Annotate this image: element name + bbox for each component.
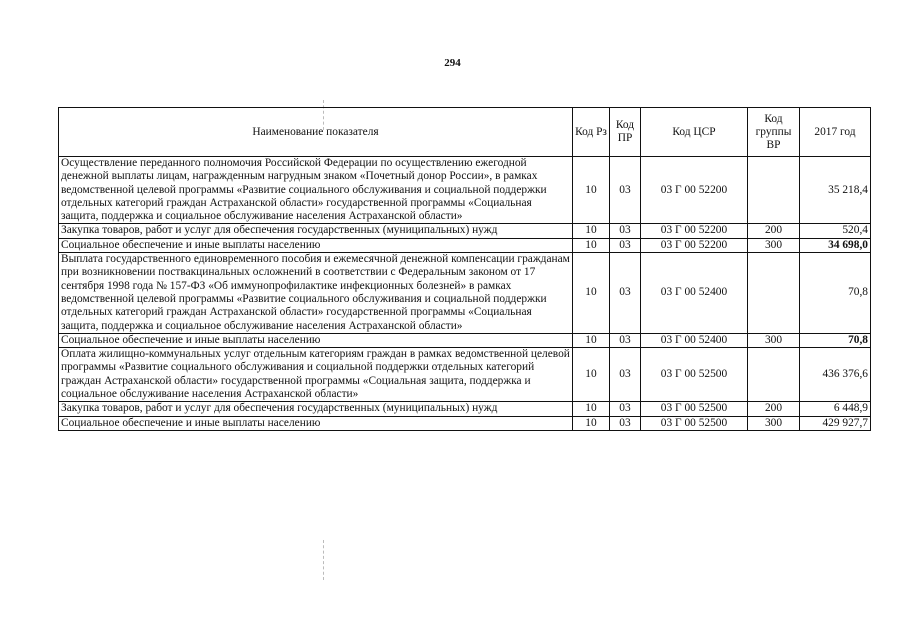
header-pr: Код ПР (610, 108, 641, 157)
table-row (59, 348, 871, 402)
row-rz: 10 (573, 333, 610, 347)
row-vr: 200 (748, 402, 800, 416)
row-pr: 03 (610, 238, 641, 252)
header-rz: Код Рз (573, 108, 610, 157)
row-pr: 03 (610, 224, 641, 238)
row-pr: 03 (610, 157, 641, 224)
row-csr: 03 Г 00 52400 (641, 253, 748, 334)
row-amount: 429 927,7 (800, 416, 871, 430)
row-amount: 70,8 (800, 333, 871, 347)
row-rz: 10 (573, 402, 610, 416)
budget-table (58, 107, 871, 431)
row-csr: 03 Г 00 52200 (641, 224, 748, 238)
row-rz: 10 (573, 348, 610, 402)
table-row (59, 416, 871, 430)
row-rz: 10 (573, 224, 610, 238)
row-name: Социальное обеспечение и иные выплаты населению (59, 238, 573, 252)
row-vr (748, 348, 800, 402)
row-rz: 10 (573, 253, 610, 334)
row-vr: 200 (748, 224, 800, 238)
row-vr: 300 (748, 238, 800, 252)
row-amount: 70,8 (800, 253, 871, 334)
row-csr: 03 Г 00 52400 (641, 333, 748, 347)
header-csr: Код ЦСР (641, 108, 748, 157)
row-name: Закупка товаров, работ и услуг для обеспечения государственных (муниципальных) нужд (59, 224, 573, 238)
table-row (59, 402, 871, 416)
table-row (59, 238, 871, 252)
row-rz: 10 (573, 416, 610, 430)
table-row (59, 333, 871, 347)
row-name: Социальное обеспечение и иные выплаты населению (59, 333, 573, 347)
row-rz: 10 (573, 238, 610, 252)
row-vr: 300 (748, 416, 800, 430)
page-number: 294 (444, 57, 461, 69)
row-amount: 520,4 (800, 224, 871, 238)
row-rz: 10 (573, 157, 610, 224)
row-pr: 03 (610, 348, 641, 402)
row-amount: 34 698,0 (800, 238, 871, 252)
row-vr (748, 157, 800, 224)
row-pr: 03 (610, 416, 641, 430)
table-row (59, 157, 871, 224)
row-pr: 03 (610, 253, 641, 334)
row-amount: 6 448,9 (800, 402, 871, 416)
table-row (59, 253, 871, 334)
row-amount: 436 376,6 (800, 348, 871, 402)
header-year: 2017 год (800, 108, 871, 157)
row-name: Закупка товаров, работ и услуг для обеспечения государственных (муниципальных) нужд (59, 402, 573, 416)
table-row (59, 224, 871, 238)
row-csr: 03 Г 00 52500 (641, 402, 748, 416)
row-name: Социальное обеспечение и иные выплаты населению (59, 416, 573, 430)
row-vr: 300 (748, 333, 800, 347)
row-vr (748, 253, 800, 334)
row-csr: 03 Г 00 52500 (641, 348, 748, 402)
scan-fold-line-lower (323, 540, 324, 580)
row-name: Оплата жилищно-коммунальных услуг отдельным категориям граждан в рамках ведомственной целевой программы «Развитие социального обслуживания и социальной поддержки отдельных категорий граждан Астраханской области» государственной программы «Социальная защита, поддержка и социальное обслуживание населения Астраханской области» (59, 348, 573, 402)
row-name: Осуществление переданного полномочия Российской Федерации по осуществлению ежегодной денежной выплаты лицам, награжденным нагрудным знаком «Почетный донор России», в рамках ведомственной целевой программы «Развитие социального обслуживания и социальной поддержки отдельных категорий граждан Астраханской области» государственной программы «Социальная защита, поддержка и социальное обслуживание населения Астраханской области» (59, 157, 573, 224)
row-amount: 35 218,4 (800, 157, 871, 224)
header-name: Наименование показателя (59, 108, 573, 157)
row-name: Выплата государственного единовременного пособия и ежемесячной денежной компенсации гражданам при возникновении поствакцинальных осложнений в соответствии с Федеральным законом от 17 сентября 1998 года № 157-ФЗ «Об иммунопрофилактике инфекционных болезней» в рамках ведомственной целевой программы «Развитие социального обслуживания и социальной поддержки отдельных категорий граждан Астраханской области» государственной программы «Социальная защита, поддержка и социальное обслуживание населения Астраханской области» (59, 253, 573, 334)
row-pr: 03 (610, 333, 641, 347)
row-csr: 03 Г 00 52200 (641, 157, 748, 224)
row-pr: 03 (610, 402, 641, 416)
row-csr: 03 Г 00 52500 (641, 416, 748, 430)
table-header-row (59, 108, 871, 157)
header-vr: Код группы ВР (748, 108, 800, 157)
row-csr: 03 Г 00 52200 (641, 238, 748, 252)
